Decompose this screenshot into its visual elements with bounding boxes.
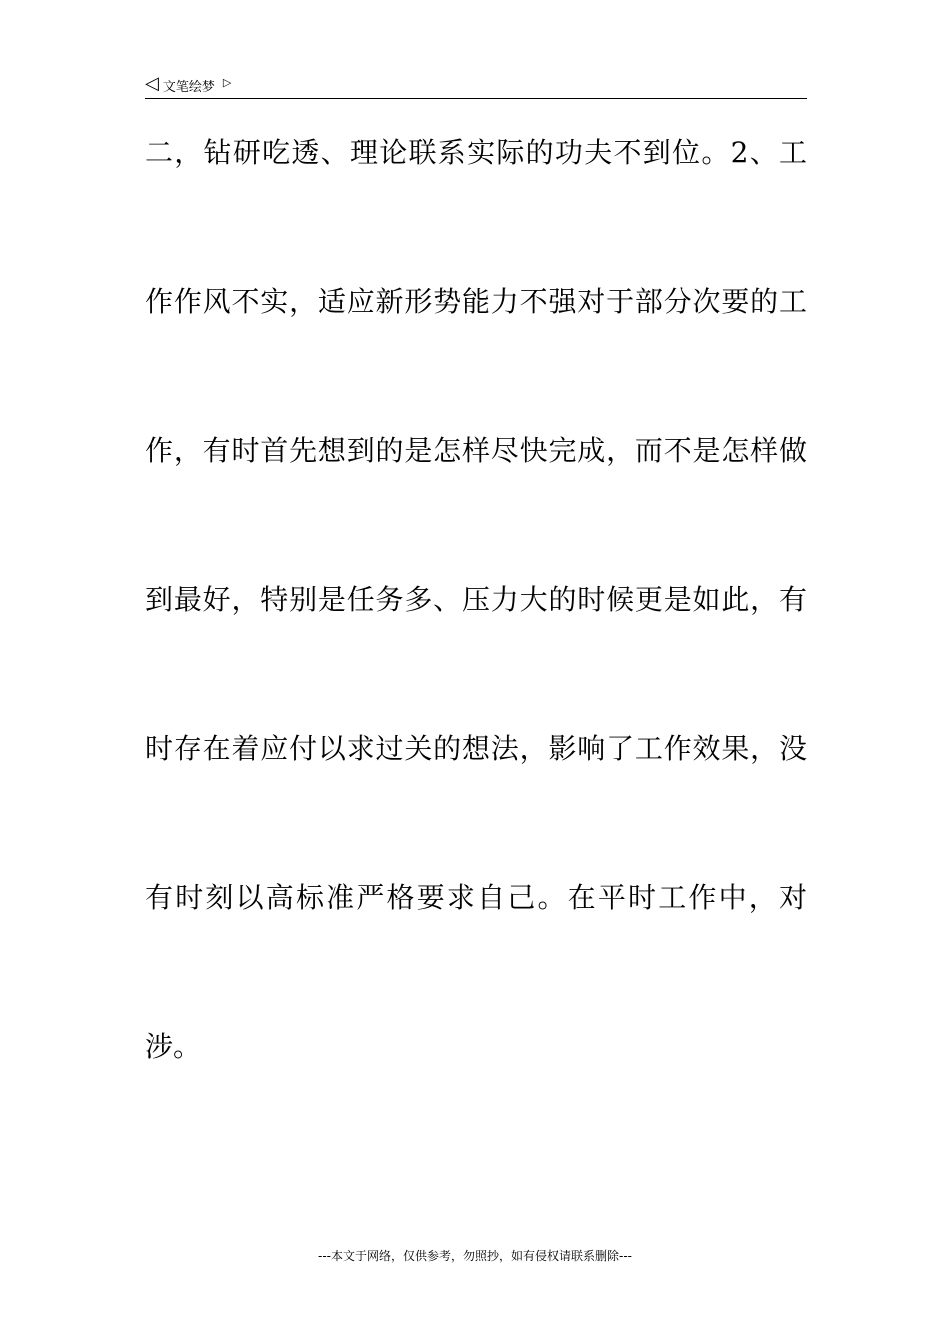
right-triangle-icon: ▷ <box>222 75 232 89</box>
body-line: 作，有时首先想到的是怎样尽快完成，而不是怎样做 <box>145 434 807 467</box>
body-line: 时存在着应付以求过关的想法，影响了工作效果，没 <box>145 732 807 765</box>
body-line: 有时刻以高标准严格要求自己。在平时工作中，对 <box>145 881 807 914</box>
page-footer: ---本文于网络，仅供参考，勿照抄，如有侵权请联系删除--- <box>318 1249 632 1263</box>
header-title: 文笔绘梦 <box>162 79 215 95</box>
page-header <box>145 72 807 99</box>
body-line: 涉。 <box>145 1030 202 1063</box>
body-line: 二，钻研吃透、理论联系实际的功夫不到位。2、工 <box>145 136 807 169</box>
document-body <box>145 130 807 1173</box>
body-line: 作作风不实，适应新形势能力不强对于部分次要的工 <box>145 285 807 318</box>
left-triangle-icon: ◁ <box>145 73 159 94</box>
body-line: 到最好，特别是任务多、压力大的时候更是如此，有 <box>145 583 807 616</box>
